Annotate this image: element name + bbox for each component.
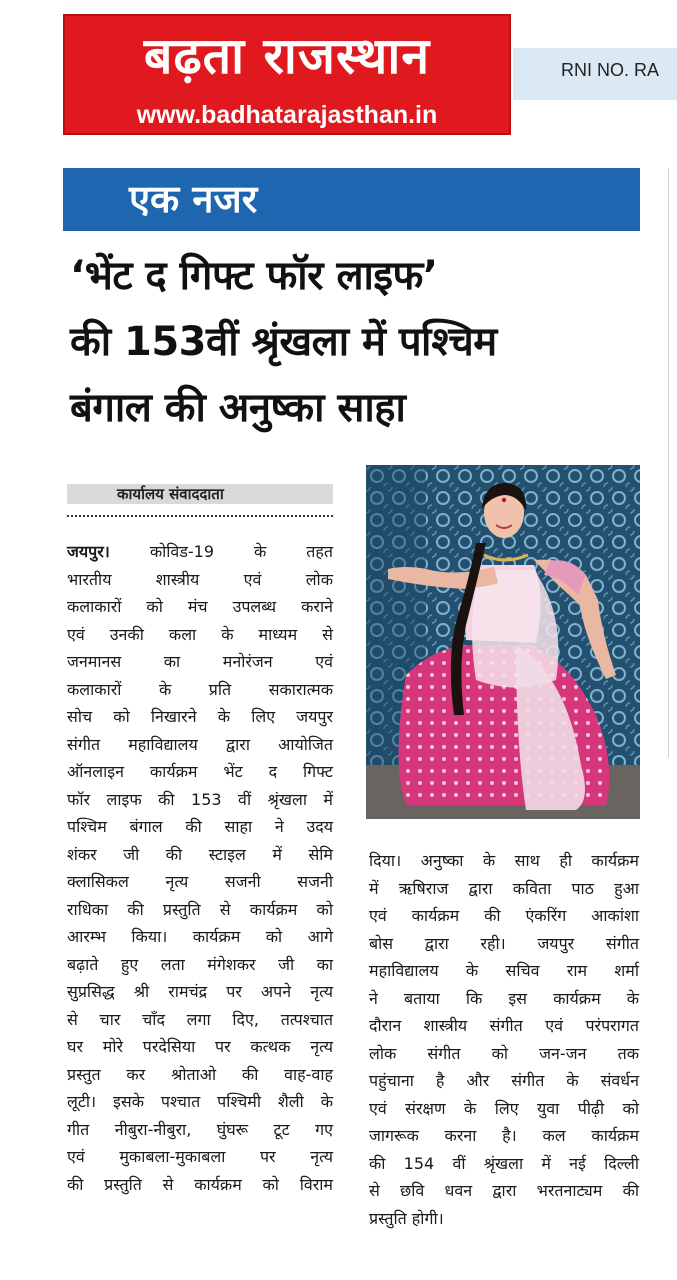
article-line: बढ़ाते हुए लता मंगेशकर जी का <box>67 954 333 974</box>
article-line: एवं संरक्षण के लिए युवा पीढ़ी को <box>369 1098 639 1118</box>
rni-number: RNI NO. RA <box>561 60 660 80</box>
photo-illustration <box>366 465 640 819</box>
headline-line: ‘भेंट द गिफ्ट फॉर लाइफ’ <box>70 253 438 299</box>
article-column-2 <box>369 847 639 1232</box>
article-line: जनमानस का मनोरंजन एवं <box>67 652 333 671</box>
article-line: पहुंचाना है और संगीत के संवर्धन <box>369 1071 639 1090</box>
article-line: एवं मुकाबला-मुकाबला पर नृत्य <box>67 1147 333 1166</box>
article-line: भारतीय शास्त्रीय एवं लोक <box>67 569 333 589</box>
article-line: से छवि धवन द्वारा भरतनाट्यम की <box>369 1181 639 1200</box>
column-divider <box>668 168 669 758</box>
adjacent-column-fragment <box>666 1050 677 1280</box>
article-line: संगीत महाविद्यालय द्वारा आयोजित <box>67 734 333 754</box>
byline <box>67 484 333 504</box>
article-line: एवं उनकी कला के माध्यम से <box>67 624 333 644</box>
article-line: घर मोरे परदेसिया पर कत्थक नृत्य <box>67 1037 333 1056</box>
article-line: प्रस्तुति होगी। <box>369 1208 444 1228</box>
article-line: में ऋषिराज द्वारा कविता पाठ हुआ <box>369 878 639 898</box>
article-line: कलाकारों को मंच उपलब्ध कराने <box>67 597 333 616</box>
rni-strip <box>513 48 677 100</box>
article-text: कोविड-19 के तहत <box>109 542 333 561</box>
website-url[interactable]: www.badhatarajasthan.in <box>136 101 438 129</box>
article-line: पश्चिम बंगाल की साहा ने उदय <box>67 817 333 836</box>
article-line: ने बताया कि इस कार्यक्रम के <box>369 988 639 1008</box>
article-line: सुप्रसिद्ध श्री रामचंद्र पर अपने नृत्य <box>67 982 333 1001</box>
article-line: प्रस्तुत कर श्रोताओ की वाह-वाह <box>67 1064 333 1084</box>
article-line: दौरान शास्त्रीय संगीत एवं परंपरागत <box>369 1016 639 1035</box>
article-line: ऑनलाइन कार्यक्रम भेंट द गिफ्ट <box>67 762 333 781</box>
section-label: एक नजर <box>129 177 258 221</box>
article-line: की 154 वीं श्रृंखला में नई दिल्ली <box>369 1153 639 1173</box>
article-line: दिया। अनुष्का के साथ ही कार्यक्रम <box>369 851 639 870</box>
article-line <box>67 538 333 566</box>
girl-dancer-photo <box>366 465 640 819</box>
article-line: क्लासिकल नृत्य सजनी सजनी <box>67 872 333 891</box>
article-line: गीत नीबुरा-नीबुरा, घुंघरू टूट गए <box>67 1119 333 1139</box>
byline-text: कार्यालय संवाददाता <box>117 485 224 503</box>
article-line: लूटी। इसके पश्चात पश्चिमी शैली के <box>67 1092 333 1111</box>
headline-line: बंगाल की अनुष्का साहा <box>70 385 406 431</box>
article-line: शंकर जी की स्टाइल में सेमि <box>67 844 333 864</box>
article-line: की प्रस्तुति से कार्यक्रम को विराम <box>67 1174 333 1194</box>
masthead <box>63 14 511 135</box>
dateline: जयपुर। <box>67 542 110 561</box>
article-line: सोच को निखारने के लिए जयपुर <box>67 707 333 726</box>
article-line: एवं कार्यक्रम की एंकरिंग आकांशा <box>369 906 639 925</box>
article-line: लोक संगीत को जन-जन तक <box>369 1043 639 1063</box>
article-line: से चार चाँद लगा दिए, तत्पश्चात <box>67 1009 333 1029</box>
dotted-divider <box>67 515 333 517</box>
article-line: बोस द्वारा रही। जयपुर संगीत <box>369 933 639 953</box>
headline <box>70 243 660 441</box>
newspaper-name: बढ़ता राजस्थान <box>143 27 431 85</box>
article-line: आरम्भ किया। कार्यक्रम को आगे <box>67 927 333 946</box>
article-line: कलाकारों के प्रति सकारात्मक <box>67 679 333 699</box>
article-line: राधिका की प्रस्तुति से कार्यक्रम को <box>67 899 333 919</box>
article-line: जागरूक करना है। कल कार्यक्रम <box>369 1126 639 1145</box>
section-banner <box>63 168 640 231</box>
article-line: फॉर लाइफ की 153 वीं श्रृंखला में <box>67 789 333 809</box>
article-line: महाविद्यालय के सचिव राम शर्मा <box>369 961 639 980</box>
headline-line: की 153वीं श्रृंखला में पश्चिम <box>70 319 497 365</box>
article-column-1 <box>67 538 333 1198</box>
